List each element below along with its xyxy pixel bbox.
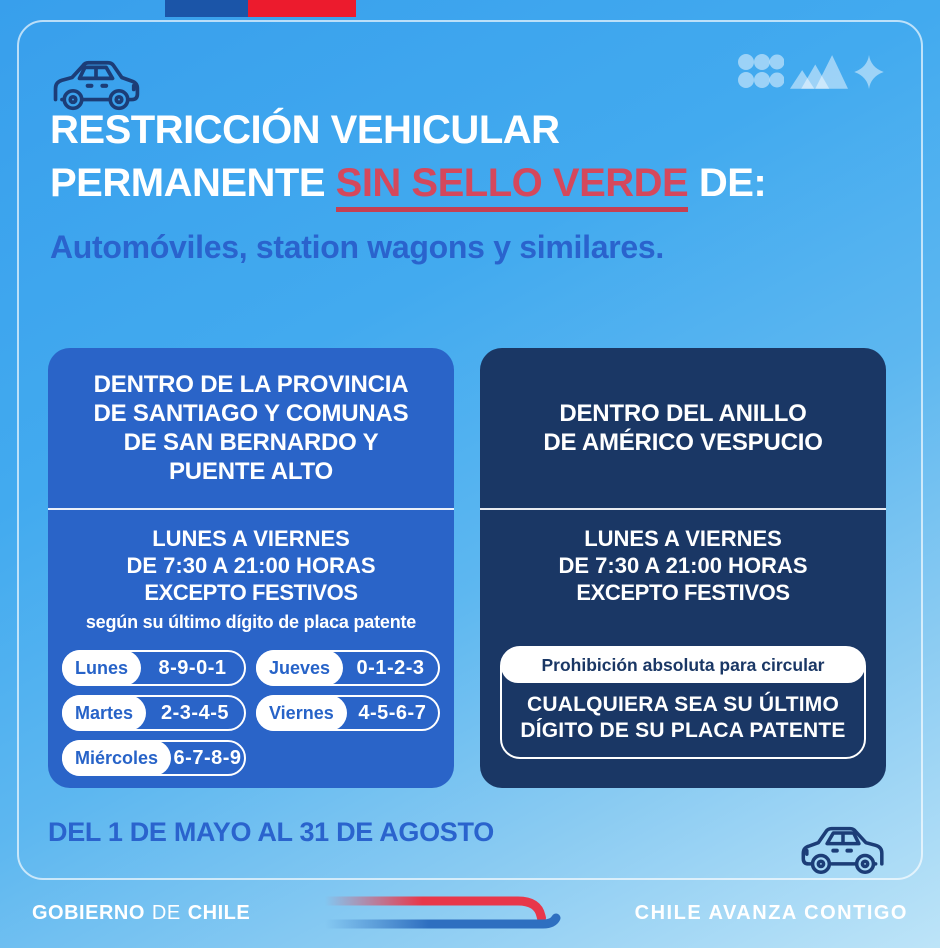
prohibition-box xyxy=(500,646,866,759)
day-label: Martes xyxy=(62,695,146,731)
mountains-icon xyxy=(790,53,848,89)
day-digits: 4-5-6-7 xyxy=(358,701,427,724)
day-digits: 0-1-2-3 xyxy=(356,656,425,679)
day-label: Jueves xyxy=(256,650,343,686)
car-icon xyxy=(793,818,893,878)
sparkle-icon xyxy=(854,55,884,89)
day-label: Lunes xyxy=(62,650,141,686)
prohibition-text: CUALQUIERA SEA SU ÚLTIMO DÍGITO DE SU PLACA PATENTE xyxy=(520,693,846,742)
chile-avanza-contigo-wordmark: CHILE AVANZA CONTIGO xyxy=(634,901,908,924)
day-row-jueves xyxy=(256,650,440,686)
day-row-miercoles xyxy=(62,740,246,776)
card-right-schedule: LUNES A VIERNES DE 7:30 A 21:00 HORAS EXCEPTO FESTIVOS xyxy=(558,526,808,605)
day-label: Viernes xyxy=(256,695,347,731)
prohibition-label: Prohibición absoluta para circular xyxy=(501,647,865,683)
day-digits: 2-3-4-5 xyxy=(161,701,229,724)
title-block xyxy=(50,104,880,266)
speed-lines-logo xyxy=(317,893,567,933)
card-left-schedule: LUNES A VIERNES DE 7:30 A 21:00 HORAS EXCEPTO FESTIVOS según su último dígito de placa patente xyxy=(48,510,454,636)
days-column-2 xyxy=(256,650,440,776)
days-column-1 xyxy=(62,650,246,776)
cards-row xyxy=(48,348,886,788)
page-title xyxy=(50,104,880,212)
card-provincia-santiago xyxy=(48,348,454,788)
validity-period: DEL 1 DE MAYO AL 31 DE AGOSTO xyxy=(48,817,494,847)
dots-grid-icon xyxy=(738,53,784,89)
plate-digit-note: según su último dígito de placa patente xyxy=(85,612,417,632)
card-right-title: DENTRO DEL ANILLO DE AMÉRICO VESPUCIO xyxy=(480,348,886,510)
flag-stripe-red xyxy=(248,0,356,17)
gobierno-de-chile-wordmark: GOBIERNO DE CHILE xyxy=(32,901,251,924)
day-digits: 8-9-0-1 xyxy=(158,656,227,679)
day-row-lunes xyxy=(62,650,246,686)
day-row-martes xyxy=(62,695,246,731)
day-label: Miércoles xyxy=(62,740,171,776)
day-row-viernes xyxy=(256,695,440,731)
card-left-title: DENTRO DE LA PROVINCIA DE SANTIAGO Y COMUNAS DE SAN BERNARDO Y PUENTE ALTO xyxy=(48,348,454,510)
days-table xyxy=(48,650,454,776)
day-digits: 6-7-8-9 xyxy=(173,746,242,769)
title-line1: RESTRICCIÓN VEHICULAR xyxy=(50,108,560,152)
footer xyxy=(0,878,940,948)
card-anillo-vespucio xyxy=(480,348,886,788)
sin-sello-verde-highlight: SIN SELLO VERDE xyxy=(336,161,689,212)
title-line2: PERMANENTE SIN SELLO VERDE DE: xyxy=(50,157,880,212)
subtitle: Automóviles, station wagons y similares. xyxy=(50,229,664,265)
flag-stripe-blue xyxy=(165,0,248,17)
decor-icons xyxy=(738,53,884,89)
